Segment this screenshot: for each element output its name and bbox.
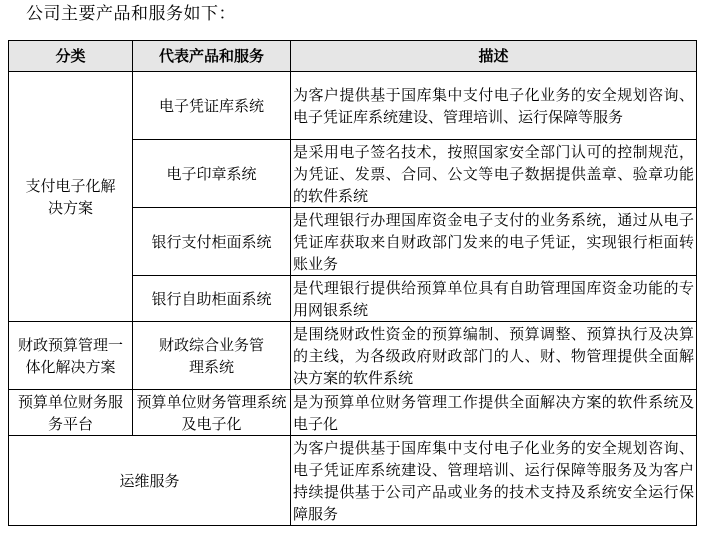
product-cell: 银行支付柜面系统 bbox=[133, 208, 291, 276]
product-cell: 电子印章系统 bbox=[133, 140, 291, 208]
description-cell: 是为预算单位财务管理工作提供全面解决方案的软件系统及电子化 bbox=[291, 390, 697, 436]
table-header-row bbox=[9, 41, 697, 72]
product-cell: 银行自助柜面系统 bbox=[133, 276, 291, 322]
category-cell: 支付电子化解决方案 bbox=[9, 72, 133, 322]
category-cell: 财政预算管理一体化解决方案 bbox=[9, 322, 133, 390]
products-services-table bbox=[8, 40, 697, 526]
product-cell: 电子凭证库系统 bbox=[133, 72, 291, 140]
description-cell: 为客户提供基于国库集中支付电子化业务的安全规划咨询、电子凭证库系统建设、管理培训、运行保障等服务及为客户持续提供基于公司产品或业务的技术支持及系统安全运行保障服务 bbox=[291, 436, 697, 526]
description-cell: 是围绕财政性资金的预算编制、预算调整、预算执行及决算的主线，为各级政府财政部门的人、财、物管理提供全面解决方案的软件系统 bbox=[291, 322, 697, 390]
intro-text: 公司主要产品和服务如下： bbox=[26, 4, 236, 24]
description-cell: 为客户提供基于国库集中支付电子化业务的安全规划咨询、电子凭证库系统建设、管理培训、运行保障等服务 bbox=[291, 72, 697, 140]
table-row bbox=[9, 72, 697, 140]
description-cell: 是代理银行办理国库资金电子支付的业务系统，通过从电子凭证库获取来自财政部门发来的电子凭证，实现银行柜面转账业务 bbox=[291, 208, 697, 276]
table-row bbox=[9, 390, 697, 436]
table-row bbox=[9, 436, 697, 526]
header-category: 分类 bbox=[9, 41, 133, 72]
table-row bbox=[9, 322, 697, 390]
ops-service-cell: 运维服务 bbox=[9, 436, 291, 526]
header-description: 描述 bbox=[291, 41, 697, 72]
header-product: 代表产品和服务 bbox=[133, 41, 291, 72]
description-cell: 是采用电子签名技术，按照国家安全部门认可的控制规范，为凭证、发票、合同、公文等电子数据提供盖章、验章功能的软件系统 bbox=[291, 140, 697, 208]
category-cell: 预算单位财务服务平台 bbox=[9, 390, 133, 436]
product-cell: 预算单位财务管理系统及电子化 bbox=[133, 390, 291, 436]
description-cell: 是代理银行提供给预算单位具有自助管理国库资金功能的专用网银系统 bbox=[291, 276, 697, 322]
product-cell: 财政综合业务管理系统 bbox=[133, 322, 291, 390]
